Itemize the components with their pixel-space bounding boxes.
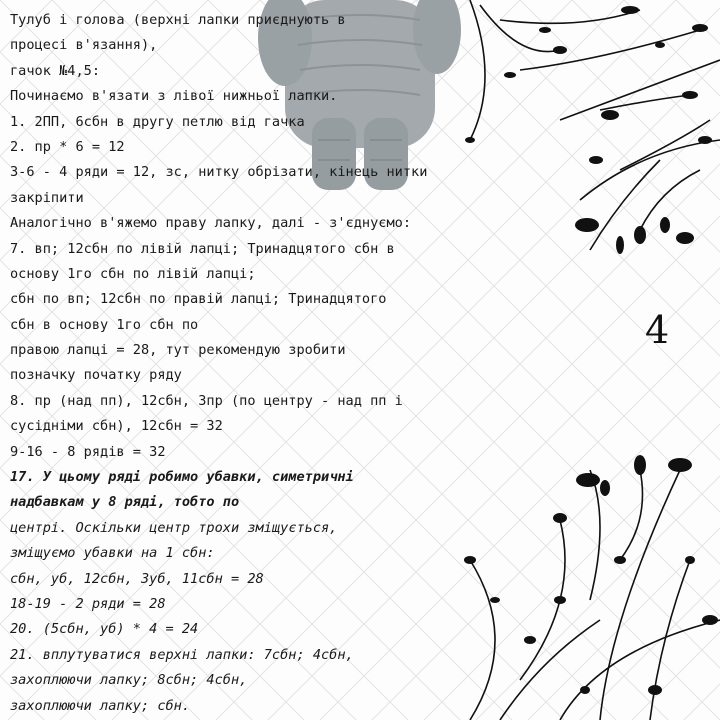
text-line-italic: захоплюючи лапку; 8сбн; 4сбн, (10, 672, 248, 689)
text-line: 8. пр (над пп), 12сбн, 3пр (по центру - над пп і (10, 392, 403, 409)
text-line: правою лапці = 28, тут рекомендую зробити (10, 342, 346, 359)
floral-decoration-top (465, 0, 720, 254)
text-line-italic: сбн, уб, 12сбн, 3уб, 11сбн = 28 (10, 570, 264, 587)
text-line: Аналогічно в'яжемо праву лапку, далі - з'єднуємо: (10, 215, 412, 232)
floral-decoration-bottom (464, 455, 720, 720)
text-line: 2. пр * 6 = 12 (10, 138, 125, 155)
text-line-italic: 21. вплутуватися верхні лапки: 7сбн; 4сбн, (10, 646, 354, 663)
text-line: Починаємо в'язати з лівої нижньої лапки. (10, 88, 338, 105)
text-line-italic: зміщуємо убавки на 1 сбн: (10, 545, 215, 562)
text-line: сбн по вп; 12сбн по правій лапці; Тринадцятого (10, 291, 387, 308)
text-line: сусідніми сбн), 12сбн = 32 (10, 418, 223, 435)
page-number: 4 (645, 308, 670, 352)
text-line: закріпити (10, 189, 84, 206)
text-line: позначку початку ряду (10, 367, 182, 384)
text-line: сбн в основу 1го сбн по (10, 316, 199, 333)
text-line-emphasis: надбавкам у 8 ряді, тобто по (10, 494, 240, 511)
text-line: Тулуб і голова (верхні лапки приєднують в (10, 12, 346, 28)
text-line: процесі в'язання), (10, 37, 158, 54)
text-line: основу 1го сбн по лівій лапці; (10, 265, 256, 282)
text-line-italic: захоплюючи лапку; сбн. (10, 697, 191, 714)
text-line-emphasis: 17. У цьому ряді робимо убавки, симетричні (10, 469, 354, 486)
text-line: 7. вп; 12сбн по лівій лапці; Тринадцятого сбн в (10, 240, 395, 257)
text-line: 3-6 - 4 ряди = 12, зс, нитку обрізати, кінець нитки (10, 164, 428, 181)
text-line-italic: 18-19 - 2 ряди = 28 (10, 595, 166, 612)
text-line-italic: центрі. Оскільки центр трохи зміщується, (10, 519, 338, 536)
text-line: 9-16 - 8 рядів = 32 (10, 443, 166, 460)
text-line: 1. 2ПП, 6сбн в другу петлю від гачка (10, 113, 305, 130)
pattern-instructions (10, 8, 470, 719)
text-line: гачок №4,5: (10, 62, 101, 79)
text-line-italic: 20. (5сбн, уб) * 4 = 24 (10, 621, 199, 638)
